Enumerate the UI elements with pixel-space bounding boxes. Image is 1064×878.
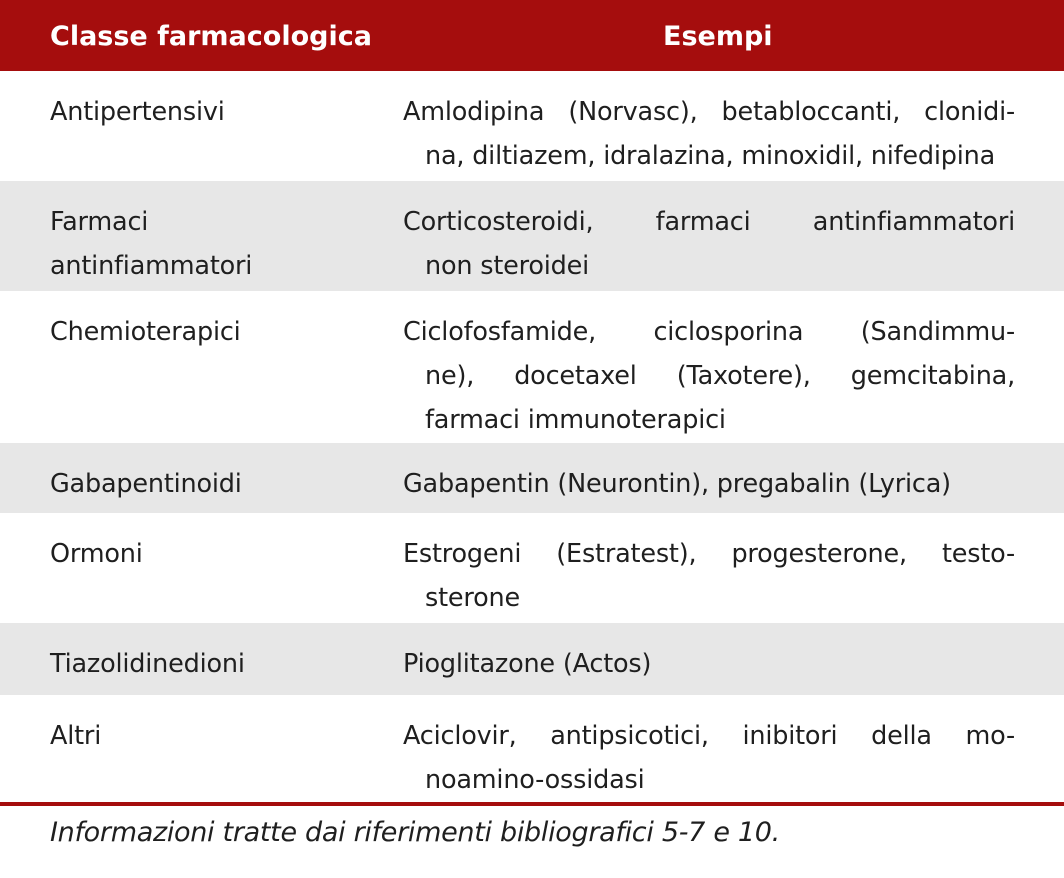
table-row — [0, 513, 1064, 623]
header-class-label: Classe farmacologica — [50, 21, 372, 52]
examples-text: Aciclovir, antipsicotici, inibitori della mo- — [403, 721, 1015, 751]
examples-text: Corticosteroidi, farmaci antinfiammatori — [403, 207, 1015, 237]
table-row — [0, 623, 1064, 695]
examples-text: non steroidei — [425, 251, 589, 281]
table-row — [0, 695, 1064, 803]
examples-text: sterone — [425, 583, 520, 613]
examples-text: noamino-ossidasi — [425, 765, 645, 795]
table-row — [0, 291, 1064, 443]
examples-cell — [403, 462, 1015, 506]
table-body — [0, 71, 1064, 803]
table-bottom-rule — [0, 802, 1064, 806]
examples-cell — [403, 532, 1015, 620]
drug-class-text: Farmaci — [50, 207, 149, 237]
drug-class-text: Chemioterapici — [50, 317, 241, 347]
table-row — [0, 181, 1064, 291]
examples-text: ne), docetaxel (Taxotere), gemcitabina, — [425, 361, 1015, 391]
drug-class-text: Gabapentinoidi — [50, 469, 242, 499]
examples-cell — [403, 642, 1015, 686]
examples-text: farmaci immunoterapici — [425, 405, 726, 435]
examples-text: Gabapentin (Neurontin), pregabalin (Lyrica) — [403, 469, 951, 499]
header-examples-label: Esempi — [663, 21, 773, 52]
drug-class-cell — [50, 642, 350, 686]
drug-class-cell — [50, 310, 350, 354]
drug-class-cell — [50, 200, 350, 288]
drug-class-cell — [50, 714, 350, 758]
drug-class-text: Antipertensivi — [50, 97, 225, 127]
examples-cell — [403, 714, 1015, 802]
table-row — [0, 443, 1064, 513]
drug-class-text: antinfiammatori — [50, 251, 253, 281]
examples-cell — [403, 90, 1015, 178]
footnote: Informazioni tratte dai riferimenti bibliografici 5-7 e 10. — [50, 817, 780, 848]
table-header — [0, 0, 1064, 71]
examples-text: Pioglitazone (Actos) — [403, 649, 652, 679]
drug-class-cell — [50, 462, 350, 506]
examples-text: Estrogeni (Estratest), progesterone, testo- — [403, 539, 1015, 569]
examples-cell — [403, 310, 1015, 442]
examples-text: Ciclofosfamide, ciclosporina (Sandimmu- — [403, 317, 1015, 347]
examples-text: na, diltiazem, idralazina, minoxidil, nifedipina — [425, 141, 996, 171]
drug-class-text: Ormoni — [50, 539, 143, 569]
table-row — [0, 71, 1064, 181]
examples-cell — [403, 200, 1015, 288]
drug-class-cell — [50, 532, 350, 576]
drug-class-text: Tiazolidinedioni — [50, 649, 245, 679]
drug-class-cell — [50, 90, 350, 134]
examples-text: Amlodipina (Norvasc), betabloccanti, clonidi- — [403, 97, 1015, 127]
drug-class-text: Altri — [50, 721, 102, 751]
